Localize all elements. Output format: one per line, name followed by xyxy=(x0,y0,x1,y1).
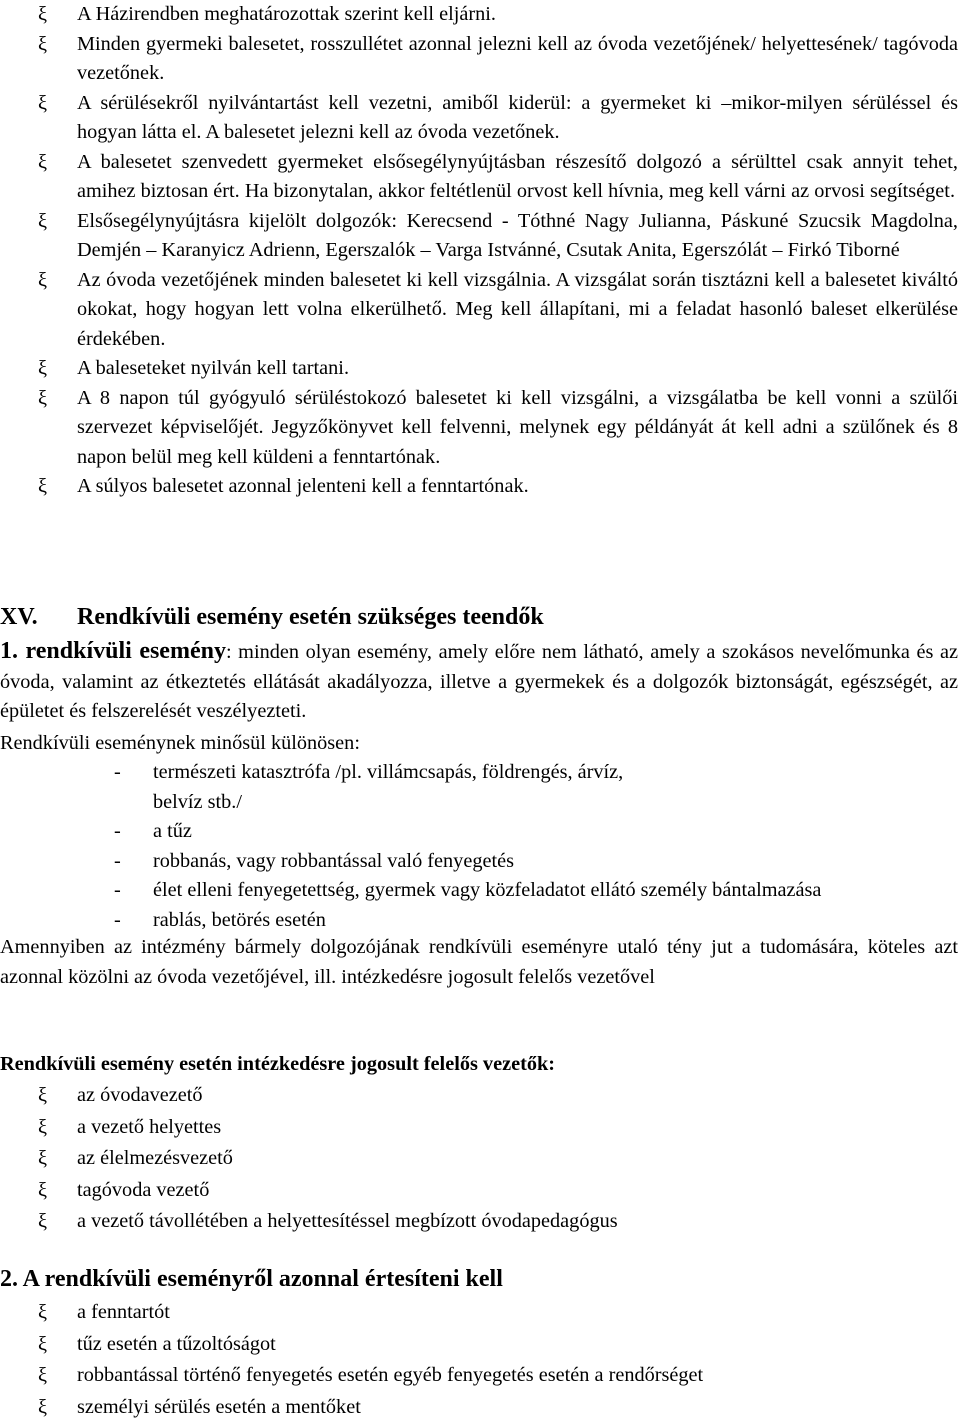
definition-term: 1. rendkívüli esemény xyxy=(0,638,226,664)
list-item: ξ A sérülésekről nyilvántartást kell vezetni, amiből kiderül: a gyermeket ki –mikor-milyen sérüléssel és hogyan látta el. A balesetet jelezni kell az óvoda vezetőnek. xyxy=(0,89,958,148)
bullet-icon: ξ xyxy=(38,1395,48,1418)
list-item: ξ A 8 napon túl gyógyuló sérüléstokozó balesetet ki kell vizsgálni, a vizsgálatba be kell vonni a szülői szervezet képviselőjét. Jegyzőkönyvet kell felvenni, melynek egy példányát át kell adni a szülőnek és 8 napon belül meg kell küldeni a fenntartónak. xyxy=(0,384,958,473)
list-item: ξ a vezető helyettes xyxy=(0,1112,958,1144)
definition-paragraph xyxy=(0,637,958,727)
list-item: - természeti katasztrófa /pl. villámcsapás, földrengés, árvíz, belvíz stb./ xyxy=(0,758,958,817)
dash-icon: - xyxy=(114,879,121,901)
bullet-icon: ξ xyxy=(38,150,48,173)
list-item: ξ tagóvoda vezető xyxy=(0,1175,958,1207)
bullet-icon: ξ xyxy=(38,32,48,55)
list-item: ξ Az óvoda vezetőjének minden balesetet ki kell vizsgálnia. A vizsgálat során tisztázni kell a balesetet kiváltó okokat, hogy hogyan lett volna elkerülhető. Meg kell állapítani, mi a feladat hasonló baleset elkerülése érdekében. xyxy=(0,266,958,355)
list-item: ξ tűz esetén a tűzoltóságot xyxy=(0,1329,958,1361)
leaders-heading: Rendkívüli esemény esetén intézkedésre jogosult felelős vezetők: xyxy=(0,1053,556,1075)
dash-icon: - xyxy=(114,820,121,842)
leaders-list xyxy=(0,1080,958,1238)
notice-paragraph: Amennyiben az intézmény bármely dolgozójának rendkívüli eseményre utaló tény jut a tudomására, köteles azt azonnal közölni az óvoda vezetőjével, ill. intézkedésre jogosult felelős vezetővel xyxy=(0,936,958,988)
bullet-icon: ξ xyxy=(38,268,48,291)
bullet-icon: ξ xyxy=(38,475,48,497)
list-item: ξ az óvodavezető xyxy=(0,1080,958,1112)
list-item: ξ A baleseteket nyilván kell tartani. xyxy=(0,354,958,384)
list-item: ξ robbantással történő fenyegetés esetén egyéb fenyegetés esetén a rendőrséget xyxy=(0,1360,958,1392)
notify-heading: 2. A rendkívüli eseményről azonnal értesíteni kell xyxy=(0,1266,503,1292)
list-item: - rablás, betörés esetén xyxy=(0,906,958,936)
bullet-icon: ξ xyxy=(38,209,48,232)
bullet-icon: ξ xyxy=(38,1147,48,1169)
bullet-icon: ξ xyxy=(38,386,48,409)
definition-text: : minden olyan esemény, amely előre nem látható, amely a szokásos nevelőmunka és az óvoda, valamint az étkeztetés ellátását akadályozza, illetve a gyermekek és a dolgozók biztonságát, egészségét, az épületet és felszerelését veszélyezteti. xyxy=(0,641,958,722)
list-item: - élet elleni fenyegetettség, gyermek vagy közfeladatot ellátó személy bántalmazása xyxy=(0,876,958,906)
section-title: Rendkívüli esemény esetén szükséges teendők xyxy=(77,604,544,630)
list-item: ξ személyi sérülés esetén a mentőket xyxy=(0,1392,958,1424)
bullet-icon: ξ xyxy=(38,1210,48,1232)
list-item: ξ a vezető távollétében a helyettesítéssel megbízott óvodapedagógus xyxy=(0,1206,958,1238)
bullet-icon: ξ xyxy=(38,1364,48,1386)
list-item: - robbanás, vagy robbantással való fenyegetés xyxy=(0,847,958,877)
dash-icon: - xyxy=(114,908,121,931)
bullet-icon: ξ xyxy=(38,1115,48,1138)
bullet-icon: ξ xyxy=(38,3,48,25)
bullet-icon: ξ xyxy=(38,357,48,379)
accident-rules-list xyxy=(0,0,958,502)
list-item: ξ Elsősegélynyújtásra kijelölt dolgozók: Kerecsend - Tóthné Nagy Julianna, Páskuné Szucsik Magdolna, Demjén – Karanyicz Adrienn, Egerszalók – Varga Istvánné, Csutak Anita, Egerszólát – Firkó Tiborné xyxy=(0,207,958,266)
section-number: XV. xyxy=(0,604,38,630)
event-types-list xyxy=(0,758,958,935)
bullet-icon: ξ xyxy=(38,1332,48,1355)
dash-icon: - xyxy=(114,849,121,872)
list-item: ξ A balesetet szenvedett gyermeket elsősegélynyújtásban részesítő dolgozó a sérülttel csak annyit tehet, amihez biztosan ért. Ha bizonytalan, akkor feltétlenül orvost kell hívnia, meg kell várni az orvosi segítséget. xyxy=(0,148,958,207)
dash-icon: - xyxy=(114,761,121,783)
bullet-icon: ξ xyxy=(38,1178,48,1201)
list-item: - a tűz xyxy=(0,817,958,847)
list-item: ξ Minden gyermeki balesetet, rosszullétet azonnal jelezni kell az óvoda vezetőjének/ helyettesének/ tagóvoda vezetőnek. xyxy=(0,30,958,89)
section-heading xyxy=(0,602,544,632)
list-item: ξ A súlyos balesetet azonnal jelenteni kell a fenntartónak. xyxy=(0,472,958,502)
bullet-icon: ξ xyxy=(38,1301,48,1323)
list-item: ξ a fenntartót xyxy=(0,1297,958,1329)
list-item: ξ az élelmezésvezető xyxy=(0,1143,958,1175)
bullet-icon: ξ xyxy=(38,1084,48,1106)
bullet-icon: ξ xyxy=(38,91,48,114)
list-item: ξ A Házirendben meghatározottak szerint kell eljárni. xyxy=(0,0,958,30)
intro-text: Rendkívüli eseménynek minősül különösen: xyxy=(0,732,360,754)
notify-list xyxy=(0,1297,958,1423)
